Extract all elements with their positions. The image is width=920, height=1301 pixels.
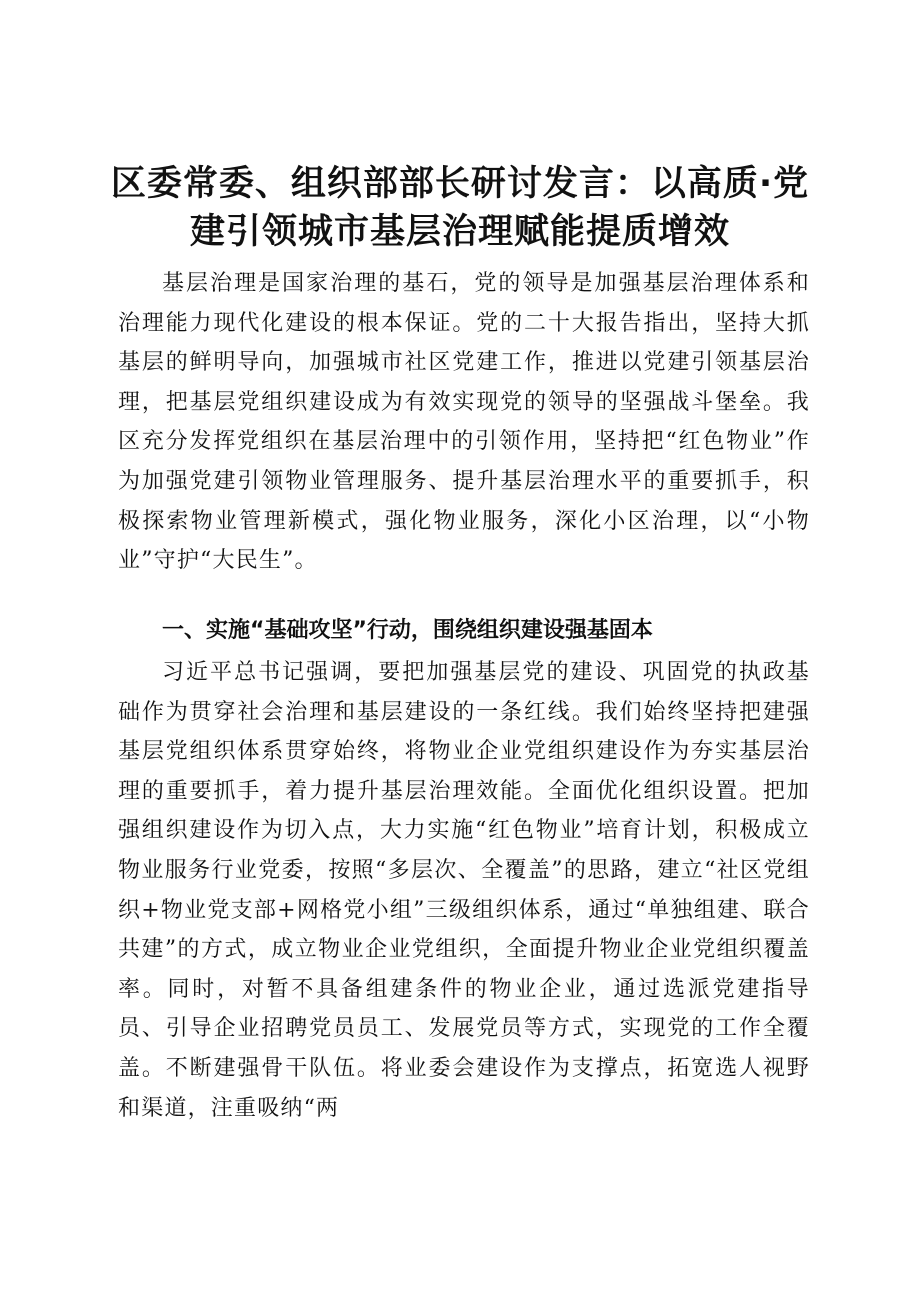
intro-paragraph: 基层治理是国家治理的基石，党的领导是加强基层治理体系和治理能力现代化建设的根本保证。党的二十大报告指出，坚持大抓基层的鲜明导向，加强城市社区党建工作，推进以党建引领基层治理，把基层党组织建设成为有效实现党的领导的坚强战斗堡垒。我区充分发挥党组织在基层治理中的引领作用，坚持把“红色物业”作为加强党建引领物业管理服务、提升基层治理水平的重要抓手，积极探索物业管理新模式，强化物业服务，深化小区治理，以“小物业”守护“大民生”。	[118, 271, 810, 574]
section-paragraph: 习近平总书记强调，要把加强基层党的建设、巩固党的执政基础作为贯穿社会治理和基层建设的一条红线。我们始终坚持把建强基层党组织体系贯穿始终，将物业企业党组织建设作为夯实基层治理的重要抓手，着力提升基层治理效能。全面优化组织设置。把加强组织建设作为切入点，大力实施“红色物业”培育计划，积极成立物业服务行业党委，按照“多层次、全覆盖”的思路，建立“社区党组织+物业党支部+网格党小组”三级组织体系，通过“单独组建、联合共建”的方式，成立物业企业党组织，全面提升物业企业党组织覆盖率。同时，对暂不具备组建条件的物业企业，通过选派党建指导员、引导企业招聘党员员工、发展党员等方式，实现党的工作全覆盖。不断建强骨干队伍。将业委会建设作为支撑点，拓宽选人视野和渠道，注重吸纳“两	[118, 660, 810, 1121]
document-title: 区委常委、组织部部长研讨发言：以高质·党建引领城市基层治理赋能提质增效	[110, 164, 810, 252]
section-heading: 一、实施“基础攻坚”行动，围绕组织建设强基固本	[162, 618, 653, 643]
